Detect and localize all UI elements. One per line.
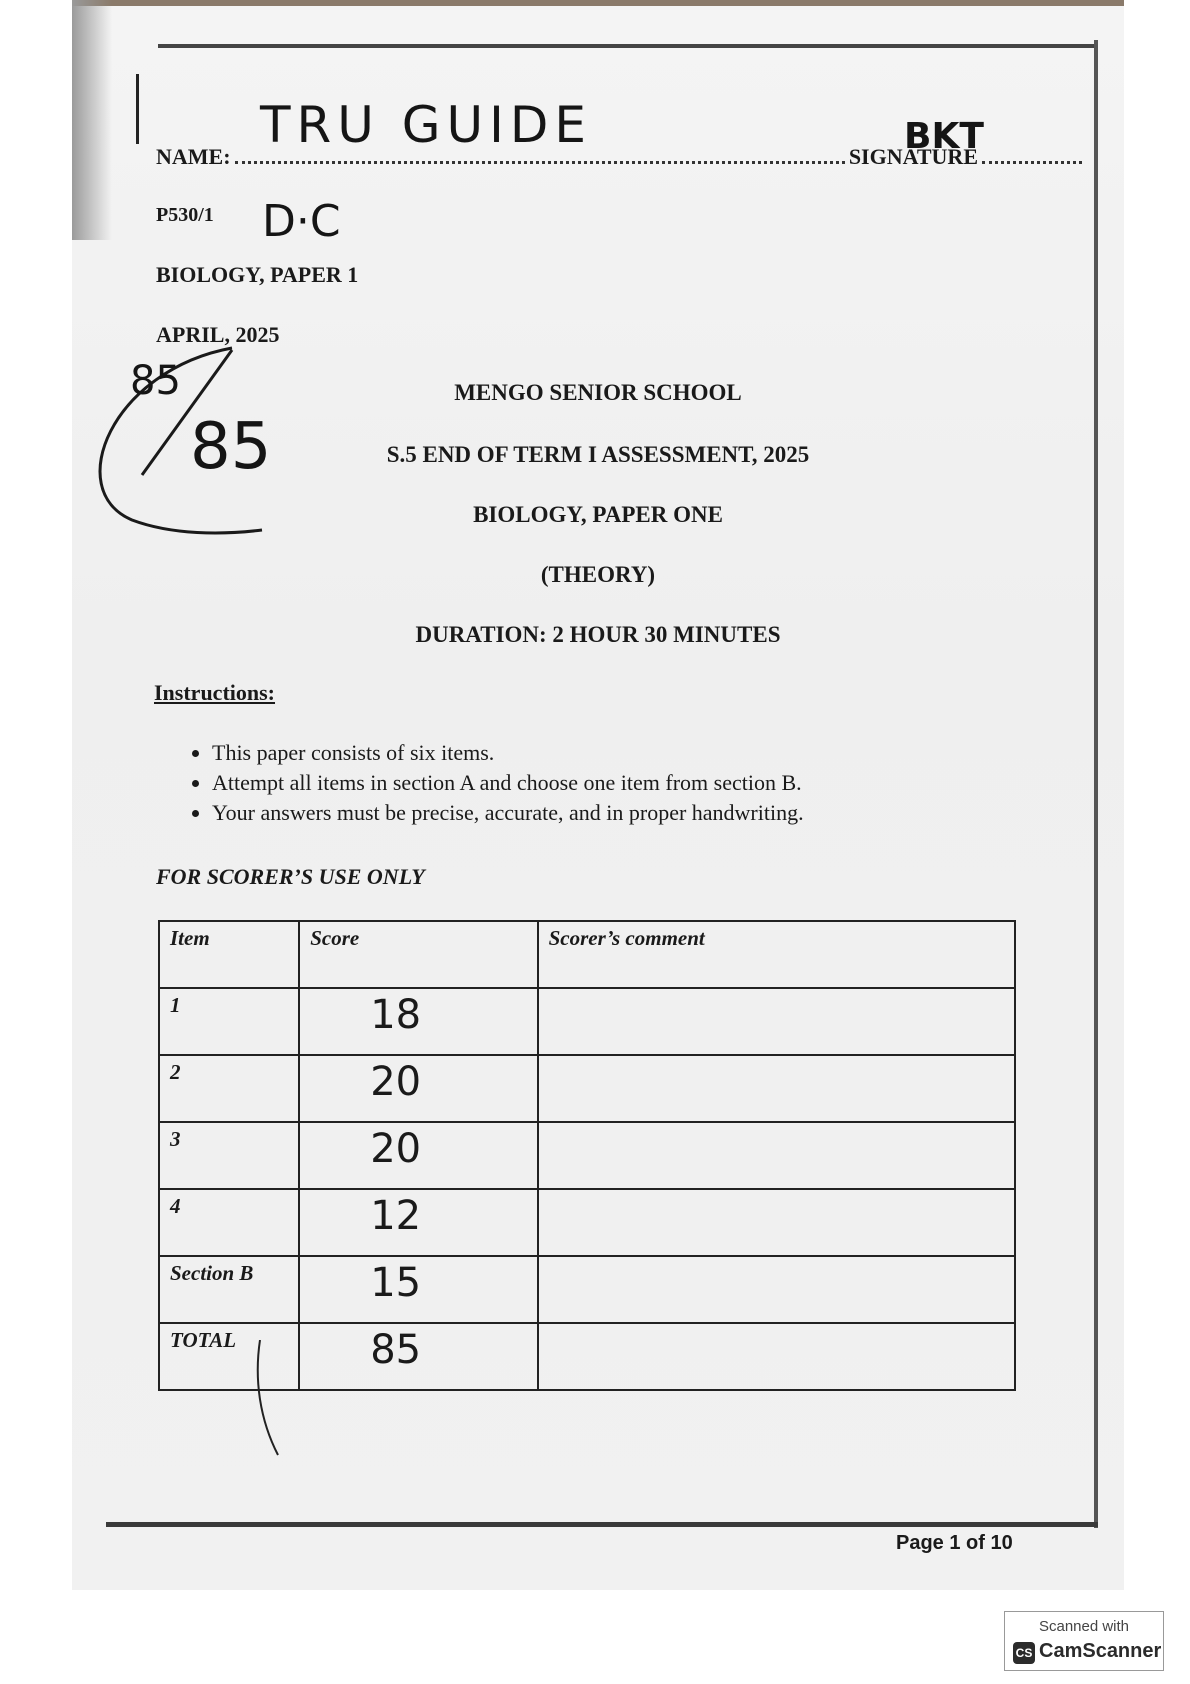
handwritten-name: TRU GUIDE (260, 96, 592, 154)
frame-top-line (158, 44, 1098, 48)
instruction-item: • This paper consists of six items. (212, 738, 804, 768)
frame-bottom-line (106, 1522, 1098, 1527)
duration: DURATION: 2 HOUR 30 MINUTES (415, 622, 781, 647)
comment-cell (538, 1256, 1015, 1323)
signature-dotted-line (982, 160, 1082, 164)
item-cell: 3 (159, 1122, 299, 1189)
name-label: NAME: (156, 144, 231, 169)
item-cell: 1 (159, 988, 299, 1055)
signature-label: SIGNATURE (848, 144, 978, 169)
column-header-score: Score (299, 921, 537, 988)
paper-type: (THEORY) (540, 562, 656, 587)
handwritten-signature: BKT (904, 116, 984, 157)
item-cell: Section B (159, 1256, 299, 1323)
subject-line: BIOLOGY, PAPER 1 (156, 262, 359, 287)
scanned-page (72, 0, 1124, 1590)
margin-mark (136, 74, 139, 144)
table-row (159, 1055, 1015, 1122)
score-cell (299, 1189, 537, 1256)
camscanner-logo-icon: CS (1013, 1642, 1035, 1664)
table-row (159, 1122, 1015, 1189)
assessment-title: S.5 END OF TERM I ASSESSMENT, 2025 (386, 442, 810, 467)
score-table (158, 920, 1016, 1391)
scan-shadow (72, 0, 112, 240)
table-row (159, 1256, 1015, 1323)
scorer-title: FOR SCORER’S USE ONLY (156, 864, 425, 889)
instruction-item: • Your answers must be precise, accurate, and in proper handwriting. (212, 798, 804, 828)
handwritten-score-value: 20 (370, 1059, 422, 1105)
date-line: APRIL, 2025 (156, 322, 280, 347)
instructions-list (184, 738, 804, 828)
handwritten-score: 85 (130, 358, 181, 404)
handwritten-score-value: 15 (370, 1260, 422, 1306)
table-header-row (159, 921, 1015, 988)
name-dotted-line (235, 160, 845, 164)
frame-right-line (1094, 40, 1098, 1528)
school-name: MENGO SENIOR SCHOOL (454, 380, 742, 405)
badge-caption: Scanned with (1038, 1618, 1130, 1635)
column-header-comment: Scorer’s comment (538, 921, 1015, 988)
instruction-item: • Attempt all items in section A and choose one item from section B. (212, 768, 804, 798)
comment-cell (538, 988, 1015, 1055)
handwritten-score-value: 18 (370, 992, 422, 1038)
comment-cell (538, 1323, 1015, 1390)
paper-code: P530/1 (156, 204, 214, 226)
camscanner-badge (1004, 1611, 1164, 1671)
handwritten-score-value: 85 (370, 1327, 422, 1373)
item-cell: 2 (159, 1055, 299, 1122)
paper-title: BIOLOGY, PAPER ONE (473, 502, 723, 527)
page-number: Page 1 of 10 (896, 1532, 1013, 1554)
score-cell (299, 988, 537, 1055)
instructions-title: Instructions: (154, 680, 276, 705)
table-row (159, 988, 1015, 1055)
handwritten-out-of: 85 (190, 410, 272, 484)
comment-cell (538, 1189, 1015, 1256)
comment-cell (538, 1055, 1015, 1122)
handwritten-paper-note: D·C (262, 196, 341, 247)
score-cell (299, 1256, 537, 1323)
badge-brand: CamScanner (1039, 1640, 1162, 1662)
comment-cell (538, 1122, 1015, 1189)
item-cell: TOTAL (159, 1323, 299, 1390)
column-header-item: Item (159, 921, 299, 988)
scan-top-edge (72, 0, 1124, 6)
table-row (159, 1189, 1015, 1256)
score-cell (299, 1122, 537, 1189)
score-cell (299, 1055, 537, 1122)
score-cell (299, 1323, 537, 1390)
handwritten-score-value: 12 (370, 1193, 422, 1239)
pen-stroke (250, 1340, 290, 1460)
item-cell: 4 (159, 1189, 299, 1256)
handwritten-score-value: 20 (370, 1126, 422, 1172)
